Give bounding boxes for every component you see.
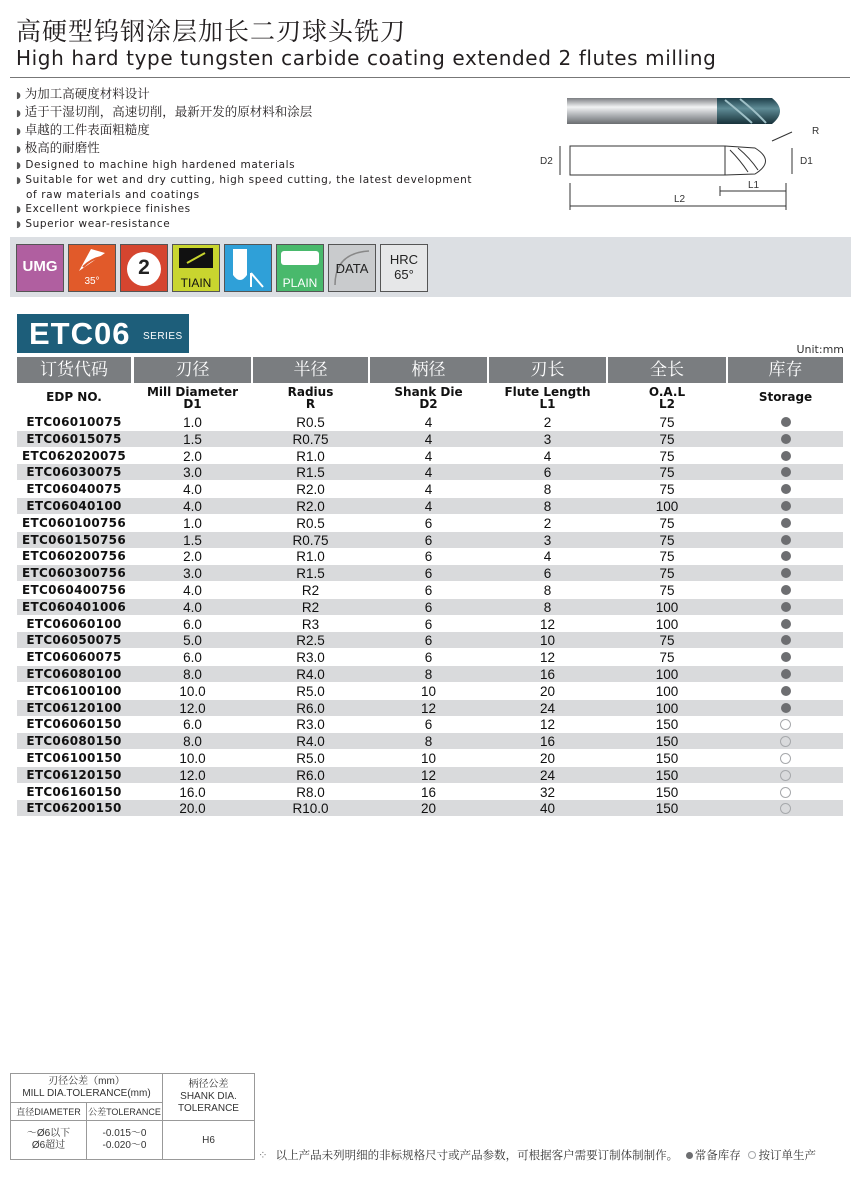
radius-cell: R0.75 (292, 532, 329, 548)
mill-diameter-cell: 12.0 (179, 767, 206, 783)
edp-cell: ETC060400756 (22, 583, 126, 597)
edp-cell: ETC06200150 (26, 801, 122, 816)
in-stock-dot-icon (781, 585, 791, 595)
plain-shank-icon: PLAIN (276, 244, 324, 292)
in-stock-dot-icon (781, 518, 791, 528)
storage-cell (728, 498, 843, 514)
storage-cell (728, 599, 843, 615)
storage-cell (728, 750, 843, 766)
header-en-cell: Shank Die D2 (370, 384, 487, 413)
shank-cell: 10 (420, 683, 437, 699)
storage-cell (728, 431, 843, 447)
radius-cell: R3.0 (296, 650, 325, 666)
table-row (17, 616, 843, 632)
table-row (17, 767, 843, 783)
shank-cell: 16 (420, 784, 437, 800)
oal-cell: 75 (659, 482, 675, 498)
flute-length-cell: 3 (543, 532, 552, 548)
shank-cell: 6 (424, 549, 433, 565)
table-row (17, 431, 843, 447)
shank-cell: 6 (424, 566, 433, 582)
edp-cell: ETC06040100 (26, 499, 122, 513)
header-cn-cell: 库存 (728, 357, 843, 383)
mill-diameter-cell: 5.0 (183, 633, 202, 649)
table-row (17, 414, 843, 430)
storage-cell (728, 448, 843, 464)
table-row (17, 464, 843, 480)
edp-cell: ETC060401006 (22, 599, 126, 614)
shank-cell: 8 (424, 734, 433, 750)
mill-diameter-cell: 8.0 (183, 667, 202, 682)
tool-drawing (540, 88, 840, 218)
radius-cell: R5.0 (296, 751, 325, 766)
radius-cell: R0.75 (292, 431, 329, 447)
oal-cell: 100 (655, 599, 679, 615)
to-order-dot-icon (780, 736, 791, 747)
shank-cell: 12 (420, 767, 437, 783)
page-title-en: High hard type tungsten carbide coating extended 2 flutes milling (16, 46, 717, 70)
d1-label: D1 (800, 156, 813, 167)
storage-cell (728, 767, 843, 783)
page-title-cn: 高硬型钨钢涂层加长二刃球头铣刀 (16, 17, 407, 46)
feature-item: ◗ 适于干湿切削，高速切削，最新开发的原材料和涂层 (16, 104, 313, 119)
oal-cell: 150 (655, 801, 679, 817)
tolerance-values: -0.015～0 -0.020～0 (87, 1121, 163, 1160)
radius-cell: R0.5 (296, 415, 325, 430)
feature-item: ◗ 极高的耐磨性 (16, 140, 100, 155)
edp-cell: ETC06080100 (26, 667, 122, 681)
oal-cell: 150 (655, 734, 679, 750)
flute-length-cell: 16 (539, 667, 556, 682)
bullet-icon: ◗ (16, 109, 21, 119)
storage-cell (728, 784, 843, 800)
d2-label: D2 (540, 156, 553, 167)
r-label: R (812, 126, 820, 137)
shank-cell: 4 (424, 415, 433, 430)
storage-cell (728, 666, 843, 682)
feature-item: ◗ Superior wear-resistance (16, 218, 171, 230)
storage-cell (728, 414, 843, 430)
header-cn-cell: 全长 (608, 357, 726, 383)
to-order-dot-icon (780, 753, 791, 764)
bullet-icon: ◗ (16, 145, 21, 155)
series-word: SERIES (143, 331, 183, 342)
feature-list-cn (16, 86, 312, 158)
bullet-icon: ◗ (16, 220, 22, 230)
table-row (17, 666, 843, 682)
shank-cell: 6 (424, 599, 433, 615)
in-stock-dot-icon (781, 686, 791, 696)
tiain-coating-icon: TIAIN (172, 244, 220, 292)
radius-cell: R6.0 (296, 767, 325, 783)
radius-cell: R2 (301, 583, 320, 598)
oal-cell: 150 (655, 784, 679, 800)
table-row (17, 548, 843, 564)
shank-cell: 6 (424, 633, 433, 649)
footnote: ⁘ 以上产品未列明细的非标规格尺寸或产品参数，可根据客户需要订制体制制作。 常备库存 按订单生产 (258, 1148, 816, 1162)
flute-length-cell: 40 (539, 801, 556, 817)
table-row (17, 784, 843, 800)
radius-cell: R2.0 (296, 482, 325, 498)
flute-length-cell: 20 (539, 683, 556, 699)
edp-cell: ETC060200756 (22, 549, 126, 564)
in-stock-dot-icon (781, 417, 791, 427)
flute-length-cell: 20 (539, 751, 556, 766)
ball-nose-icon (224, 244, 272, 292)
header-cn-cell: 刃长 (489, 357, 606, 383)
oal-cell: 100 (655, 683, 679, 699)
radius-cell: R1.0 (296, 448, 325, 464)
shank-cell: 20 (420, 801, 437, 817)
data-icon: DATA (328, 244, 376, 292)
radius-cell: R1.0 (296, 549, 325, 565)
flute-length-cell: 3 (543, 431, 552, 447)
edp-cell: ETC06120150 (26, 767, 122, 782)
storage-cell (728, 616, 843, 632)
l1-label: L1 (748, 180, 760, 191)
header-cn-cell: 半径 (253, 357, 368, 383)
shank-cell: 12 (420, 700, 437, 716)
mill-diameter-cell: 1.0 (183, 415, 202, 430)
table-row (17, 649, 843, 665)
radius-cell: R5.0 (296, 683, 325, 699)
radius-cell: R1.5 (296, 566, 325, 582)
oal-cell: 100 (655, 700, 679, 716)
shank-cell: 4 (424, 482, 433, 498)
in-stock-dot-icon (781, 703, 791, 713)
header-en-cell: Flute Length L1 (489, 384, 606, 413)
bullet-icon: ◗ (16, 127, 21, 137)
flute-length-cell: 4 (543, 448, 552, 464)
flute-length-cell: 6 (543, 465, 552, 481)
mill-diameter-cell: 6.0 (183, 650, 202, 666)
radius-cell: R3 (301, 616, 320, 632)
oal-cell: 75 (659, 532, 675, 548)
mill-diameter-cell: 10.0 (179, 683, 206, 699)
mill-diameter-cell: 8.0 (183, 734, 202, 750)
edp-cell: ETC06050075 (26, 633, 122, 648)
oal-cell: 75 (659, 566, 675, 582)
flute-length-cell: 8 (543, 583, 552, 598)
table-row (17, 632, 843, 648)
feature-list-en (16, 158, 472, 232)
oal-cell: 150 (655, 751, 679, 766)
in-stock-dot-icon (781, 652, 791, 662)
umg-icon: UMG (16, 244, 64, 292)
flute-length-cell: 6 (543, 566, 552, 582)
edp-cell: ETC06015075 (26, 431, 122, 446)
oal-cell: 75 (659, 431, 675, 447)
radius-cell: R2.0 (296, 499, 325, 514)
mill-diameter-cell: 2.0 (183, 448, 202, 464)
to-order-dot-icon (780, 719, 791, 730)
shank-tolerance-header: 柄径公差 SHANK DIA. TOLERANCE (163, 1074, 255, 1121)
shank-cell: 6 (424, 616, 433, 632)
oal-cell: 75 (659, 650, 675, 666)
l2-label: L2 (674, 194, 686, 205)
bullet-icon: ◗ (16, 161, 22, 171)
edp-cell: ETC060100756 (22, 515, 126, 530)
unit-label: Unit:mm (796, 343, 844, 356)
feature-item: ◗ 卓越的工件表面粗糙度 (16, 122, 150, 137)
flute-length-cell: 24 (539, 700, 556, 716)
in-stock-dot-icon (781, 484, 791, 494)
storage-cell (728, 582, 843, 598)
table-row (17, 582, 843, 598)
mill-tolerance-header: 刃径公差（mm） MILL DIA.TOLERANCE(mm) (11, 1074, 163, 1103)
tool-photo (567, 98, 780, 124)
dots-icon: ⁘ (258, 1148, 268, 1162)
in-stock-dot-icon (781, 602, 791, 612)
radius-cell: R0.5 (296, 515, 325, 531)
header-en-cell: O.A.L L2 (608, 384, 726, 413)
radius-cell: R6.0 (296, 700, 325, 716)
radius-cell: R4.0 (296, 734, 325, 750)
shank-cell: 8 (424, 667, 433, 682)
edp-cell: ETC06100100 (26, 683, 122, 698)
header-cn-cell: 柄径 (370, 357, 487, 383)
series-badge (17, 314, 189, 353)
radius-cell: R10.0 (292, 801, 329, 817)
storage-cell (728, 515, 843, 531)
feature-item: ◗ Designed to machine high hardened materials (16, 159, 296, 171)
table-row (17, 683, 843, 699)
storage-cell (728, 632, 843, 648)
edp-cell: ETC06060075 (26, 650, 122, 665)
in-stock-dot-icon (686, 1152, 693, 1159)
in-stock-dot-icon (781, 501, 791, 511)
radius-cell: R4.0 (296, 667, 325, 682)
storage-cell (728, 481, 843, 497)
in-stock-dot-icon (781, 535, 791, 545)
oal-cell: 75 (659, 415, 675, 430)
storage-cell (728, 548, 843, 564)
edp-cell: ETC06060150 (26, 717, 122, 732)
flute-length-cell: 8 (543, 499, 552, 514)
tolerance-col-header: 公差TOLERANCE (87, 1103, 163, 1121)
feature-item: of raw materials and coatings (26, 189, 200, 201)
oal-cell: 75 (659, 549, 675, 565)
table-row (17, 532, 843, 548)
oal-cell: 75 (659, 515, 675, 531)
header-en-cell: Mill Diameter D1 (134, 384, 251, 413)
mill-diameter-cell: 2.0 (183, 549, 202, 565)
bullet-icon: ◗ (16, 176, 22, 186)
table-row (17, 716, 843, 732)
in-stock-dot-icon (781, 669, 791, 679)
feature-item: ◗ Excellent workpiece finishes (16, 203, 191, 215)
mill-diameter-cell: 12.0 (179, 700, 206, 716)
mill-diameter-cell: 3.0 (183, 566, 202, 582)
storage-cell (728, 649, 843, 665)
shank-cell: 6 (424, 717, 433, 733)
table-row (17, 599, 843, 615)
to-order-dot-icon (780, 803, 791, 814)
mill-diameter-cell: 3.0 (183, 465, 202, 481)
edp-cell: ETC06010075 (26, 415, 122, 429)
oal-cell: 150 (655, 767, 679, 783)
flute-length-cell: 32 (539, 784, 556, 800)
flute-length-cell: 16 (539, 734, 556, 750)
storage-cell (728, 565, 843, 581)
oal-cell: 75 (659, 448, 675, 464)
feature-item: ◗ 为加工高硬度材料设计 (16, 86, 150, 101)
diameter-col-header: 直径DIAMETER (11, 1103, 87, 1121)
in-stock-dot-icon (781, 467, 791, 477)
storage-cell (728, 464, 843, 480)
mill-diameter-cell: 1.5 (183, 532, 202, 548)
table-row (17, 565, 843, 581)
table-row (17, 733, 843, 749)
edp-cell: ETC06060100 (26, 616, 122, 631)
edp-cell: ETC06080150 (26, 734, 122, 749)
table-row (17, 700, 843, 716)
oal-cell: 75 (659, 465, 675, 481)
in-stock-dot-icon (781, 635, 791, 645)
storage-cell (728, 716, 843, 732)
storage-cell (728, 532, 843, 548)
shank-cell: 6 (424, 532, 433, 548)
edp-cell: ETC06120100 (26, 700, 122, 715)
radius-cell: R1.5 (296, 465, 325, 481)
bullet-icon: ◗ (16, 205, 22, 215)
bullet-icon: ◗ (16, 91, 21, 101)
mill-diameter-cell: 1.5 (183, 431, 202, 447)
flute-length-cell: 12 (539, 717, 556, 733)
radius-cell: R2.5 (296, 633, 325, 649)
to-order-dot-icon (748, 1151, 756, 1159)
mill-diameter-cell: 6.0 (183, 616, 202, 632)
flute-length-cell: 12 (539, 650, 556, 666)
mill-diameter-cell: 16.0 (179, 784, 206, 800)
oal-cell: 100 (655, 499, 679, 514)
flute-length-cell: 4 (543, 549, 552, 565)
storage-cell (728, 700, 843, 716)
oal-cell: 100 (655, 667, 679, 682)
oal-cell: 150 (655, 717, 679, 733)
shank-cell: 4 (424, 465, 433, 481)
table-row (17, 515, 843, 531)
radius-cell: R8.0 (296, 784, 325, 800)
shank-cell: 4 (424, 431, 433, 447)
two-flute-icon: 2 (120, 244, 168, 292)
edp-cell: ETC062020075 (22, 448, 126, 463)
mill-diameter-cell: 10.0 (179, 751, 206, 766)
in-stock-dot-icon (781, 568, 791, 578)
oal-cell: 75 (659, 583, 675, 598)
flute-length-cell: 8 (543, 599, 552, 615)
storage-cell (728, 800, 843, 816)
oal-cell: 75 (659, 633, 675, 649)
edp-cell: ETC06030075 (26, 465, 122, 480)
flute-length-cell: 2 (543, 515, 552, 531)
flute-length-cell: 12 (539, 616, 556, 632)
feature-item: ◗ Suitable for wet and dry cutting, high speed cutting, the latest development (16, 174, 473, 186)
table-row (17, 800, 843, 816)
edp-cell: ETC06160150 (26, 784, 122, 799)
table-row (17, 498, 843, 514)
storage-cell (728, 733, 843, 749)
diameter-values: ～Ø6以下 Ø6超过 (11, 1121, 87, 1160)
shank-cell: 6 (424, 583, 433, 598)
mill-diameter-cell: 4.0 (183, 583, 202, 598)
in-stock-dot-icon (781, 619, 791, 629)
table-row (17, 481, 843, 497)
header-en-cell: Radius R (253, 384, 368, 413)
tolerance-table (10, 1073, 255, 1160)
to-order-dot-icon (780, 770, 791, 781)
in-stock-dot-icon (781, 451, 791, 461)
mill-diameter-cell: 20.0 (179, 801, 206, 817)
in-stock-dot-icon (781, 551, 791, 561)
storage-cell (728, 683, 843, 699)
flute-length-cell: 10 (539, 633, 556, 649)
table-row (17, 750, 843, 766)
shank-cell: 10 (420, 751, 437, 766)
edp-cell: ETC06100150 (26, 751, 122, 765)
hrc-icon: HRC 65° (380, 244, 428, 292)
shank-cell: 4 (424, 448, 433, 464)
series-code: ETC06 (29, 316, 131, 351)
feature-icon-bar (10, 237, 851, 297)
mill-diameter-cell: 4.0 (183, 482, 202, 498)
mill-diameter-cell: 1.0 (183, 515, 202, 531)
mill-diameter-cell: 4.0 (183, 599, 202, 615)
edp-cell: ETC060150756 (22, 532, 126, 547)
oal-cell: 100 (655, 616, 679, 632)
shank-cell: 6 (424, 650, 433, 666)
header-cn-cell: 订货代码 (17, 357, 131, 383)
shank-cell: 4 (424, 499, 433, 514)
flute-length-cell: 24 (539, 767, 556, 783)
edp-cell: ETC060300756 (22, 566, 126, 581)
flute-length-cell: 8 (543, 482, 552, 498)
header-en-cell: EDP NO. (17, 384, 131, 413)
header-en-cell: Storage (728, 384, 843, 413)
radius-cell: R2 (301, 599, 320, 615)
to-order-dot-icon (780, 787, 791, 798)
in-stock-dot-icon (781, 434, 791, 444)
flute-length-cell: 2 (543, 415, 552, 430)
mill-diameter-cell: 4.0 (183, 499, 202, 514)
radius-cell: R3.0 (296, 717, 325, 733)
edp-cell: ETC06040075 (26, 482, 122, 497)
header-cn-cell: 刃径 (134, 357, 251, 383)
helix-35-icon: 35° (68, 244, 116, 292)
title-divider (10, 77, 850, 78)
shank-cell: 6 (424, 515, 433, 531)
mill-diameter-cell: 6.0 (183, 717, 202, 733)
table-row (17, 448, 843, 464)
shank-tolerance-value: H6 (163, 1121, 255, 1160)
